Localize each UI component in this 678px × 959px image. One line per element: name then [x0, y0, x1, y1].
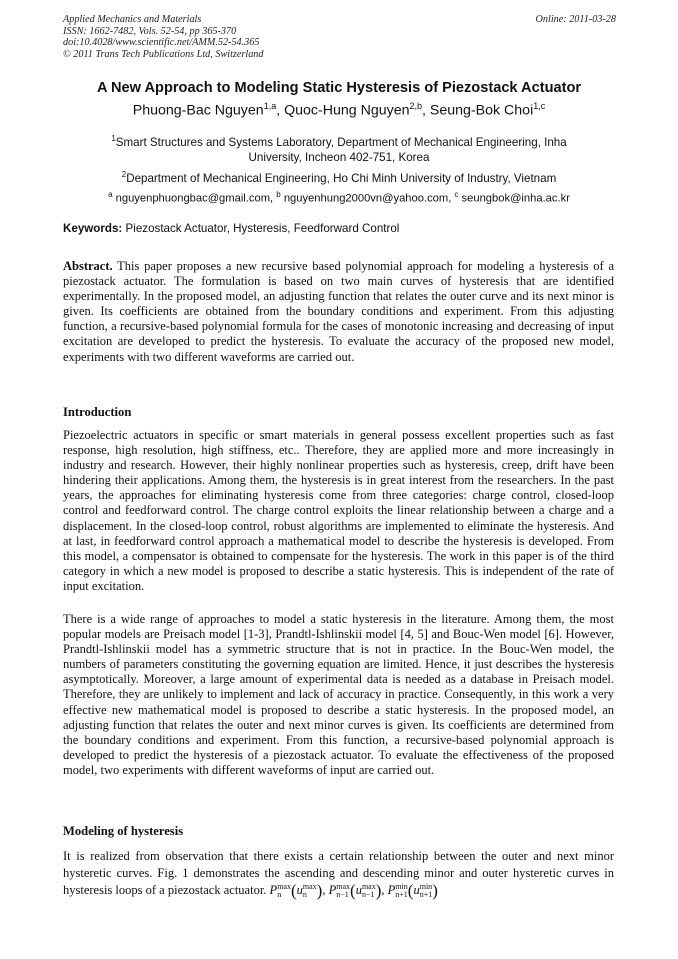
equation-inline: P max n (u max n ), P max n−1 (u max n−1 ), P min n+1 (u min n+1 ): [269, 881, 438, 900]
modeling-text: It is realized from observation that there exists a certain relationship between the outer and next minor hysteretic curves. Fig. 1 demonstrates the ascending and descending minor and outer hysteretic curves in hysteresis loops of a piezostack actuator.: [63, 849, 614, 897]
affiliation-2: [90, 167, 588, 186]
author-list: Phuong-Bac Nguyen$^{1,a}$, Quoc-Hung Nguyen$^{2,b}$, Seung-Bok Choi$^{1,c}$: [132, 101, 546, 119]
issn-line: ISSN: 1662-7482, Vols. 52-54, pp 365-370: [63, 25, 237, 37]
author-name: Quoc-Hung Nguyen: [284, 102, 410, 119]
modeling-paragraph-1: [63, 848, 614, 899]
introduction-paragraph-2: There is a wide range of approaches to model a static hysteresis in the literature. Among them, the most popular models are Preisach model [1-3], Prandtl-Ishlinskii model [4, 5] and Bouc-Wen model [6]. However, Prandtl-Ishlinskii model has a symmetric structure that is not in practice. In the Bouc-Wen model, the numbers of parameters constituting the governing equation are limited. Hence, it just describes the hysteresis asymptotically. Moreover, a large amount of experimental data is needed as a database in Preisach model. Therefore, they are unlikely to implement and lack of accuracy in practice. Consequently, in this work a very effective new mathematical model is proposed to describe a static hysteresis. In the proposed model, an adjusting function that relates the outer and next minor curves is given. Its coefficients are determined from the boundary conditions and experiment. From this function, a recursive-based polynomial approach is developed to predict the hysteresis of a piezostack actuator. To evaluate the effectiveness of the proposed model, two experiments with different waveforms of input are carried out.: [63, 612, 614, 777]
introduction-paragraph-1: Piezoelectric actuators in specific or smart materials in general possess excellent properties such as fast response, high resolution, high stiffness, etc.. Therefore, they are applied more and more increasingly in industry and research. However, their highly nonlinear properties such as hysteresis, creep, drift have been hindering their applications. Among them, the hysteresis is in great interest from the researchers. In the past years, the approaches for eliminating hysteresis come from three categories: charge control, closed-loop control and feedforward control. The charge control exploits the linear relationship between a charge and a displacement. In the closed-loop control, robust algorithms are implemented to eliminate the hysteresis. And at last, in feedforward control approach a mathematical model to describe the hysteresis is developed. From this model, a compensator is obtained to compensate for the hysteresis. The work in this paper is of the third category in which a new model is proposed to describe a static hysteresis. This is independent of the rate of input excitation.: [63, 428, 614, 593]
affiliation-1: [90, 131, 588, 165]
introduction-heading: Introduction: [63, 405, 132, 419]
email-link[interactable]: nguyenphuongbac@gmail.com: [115, 192, 271, 205]
abstract-text: This paper proposes a new recursive based polynomial approach for modeling a hysteresis of a piezostack actuator. The formulation is based on two main curves of hysteresis that are identified experimentally. In the proposed model, an adjusting function that relates the outer curve and its next minor is given. Its coefficients are obtained from the boundary conditions and experiment. From this adjusting function, a recursive-based polynomial formula for the cases of monotonic increasing and decreasing of input excitation are developed to predict the hysteresis. To evaluate the accuracy of the proposed new model, experiments with two different waveforms are carried out.: [63, 259, 614, 364]
abstract: [63, 259, 614, 365]
abstract-label: Abstract.: [63, 259, 113, 273]
author-sup: 1,a: [263, 101, 277, 111]
author-sup: 1,c: [533, 101, 546, 111]
email-line: $^a$ nguyenphuongbac@gmail.com, $^b$ nguyenhung2000vn@yahoo.com, $^c$ seungbok@inha.ac.kr: [108, 190, 570, 205]
keywords-text: Piezostack Actuator, Hysteresis, Feedforward Control: [125, 222, 400, 235]
email-link[interactable]: nguyenhung2000vn@yahoo.com: [283, 192, 449, 205]
author-sup: 2,b: [409, 101, 423, 111]
modeling-heading: Modeling of hysteresis: [63, 824, 184, 838]
journal-name: Applied Mechanics and Materials: [63, 14, 202, 25]
doi-line: doi:10.4028/www.scientific.net/AMM.52-54.365: [63, 37, 260, 48]
affiliation-sup: 1: [111, 134, 116, 143]
author-name: Seung-Bok Choi: [429, 102, 534, 119]
keywords-label: Keywords:: [63, 222, 123, 235]
author-name: Phuong-Bac Nguyen: [132, 102, 264, 119]
email-link[interactable]: seungbok@inha.ac.kr: [461, 192, 570, 205]
copyright-line: © 2011 Trans Tech Publications Ltd, Switzerland: [63, 48, 264, 60]
online-date: Online: 2011-03-28: [535, 14, 616, 25]
journal-header: [63, 14, 616, 60]
affiliation-text: Department of Mechanical Engineering, Ho Chi Minh University of Industry, Vietnam: [126, 171, 557, 185]
affiliation-text: Smart Structures and Systems Laboratory, Department of Mechanical Engineering, Inha University, Incheon 402-751, Korea: [115, 135, 567, 164]
affiliation-sup: 2: [121, 170, 127, 179]
keywords: [63, 222, 623, 235]
paper-title: A New Approach to Modeling Static Hysteresis of Piezostack Actuator: [96, 80, 582, 96]
